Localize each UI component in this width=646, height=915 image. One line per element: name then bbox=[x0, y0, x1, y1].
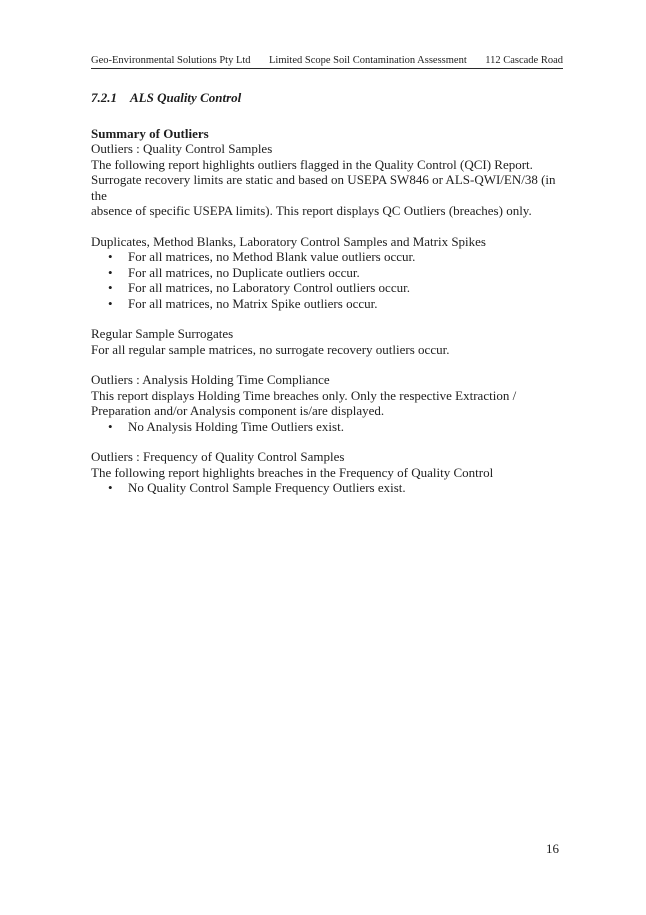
duplicates-block bbox=[91, 234, 571, 312]
list-item bbox=[91, 249, 571, 265]
frequency-block bbox=[91, 449, 571, 496]
summary-title: Summary of Outliers bbox=[91, 125, 209, 141]
running-header bbox=[91, 54, 563, 68]
bullet-icon: • bbox=[108, 480, 113, 495]
header-address: 112 Cascade Road bbox=[485, 55, 563, 66]
header-rule bbox=[91, 68, 563, 69]
summary-line-3: absence of specific USEPA limits). This report displays QC Outliers (breaches) only. bbox=[91, 203, 532, 218]
surrogates-title: Regular Sample Surrogates bbox=[91, 326, 234, 341]
summary-line-1: The following report highlights outliers flagged in the Quality Control (QCI) Report. bbox=[91, 156, 533, 172]
list-item bbox=[91, 419, 571, 435]
holding-time-list bbox=[91, 419, 571, 435]
duplicates-title: Duplicates, Method Blanks, Laboratory Control Samples and Matrix Spikes bbox=[91, 233, 486, 249]
list-item-text: For all matrices, no Method Blank value outliers occur. bbox=[128, 249, 416, 264]
holding-time-line-2: Preparation and/or Analysis component is/are displayed. bbox=[91, 403, 385, 418]
list-item-text: No Quality Control Sample Frequency Outliers exist. bbox=[128, 480, 406, 495]
list-item-text: For all matrices, no Laboratory Control outliers occur. bbox=[128, 280, 410, 295]
surrogates-text: For all regular sample matrices, no surrogate recovery outliers occur. bbox=[91, 341, 450, 357]
bullet-icon: • bbox=[108, 264, 113, 280]
holding-time-title: Outliers : Analysis Holding Time Compliance bbox=[91, 372, 330, 387]
frequency-text: The following report highlights breaches in the Frequency of Quality Control bbox=[91, 464, 494, 480]
list-item-text: No Analysis Holding Time Outliers exist. bbox=[128, 418, 344, 434]
list-item bbox=[91, 280, 571, 296]
summary-subtitle: Outliers : Quality Control Samples bbox=[91, 141, 273, 156]
holding-time-block bbox=[91, 372, 571, 434]
page-content bbox=[91, 90, 571, 496]
header-organization: Geo-Environmental Solutions Pty Ltd bbox=[91, 55, 251, 66]
frequency-list bbox=[91, 480, 571, 496]
bullet-icon: • bbox=[108, 249, 113, 264]
section-number: 7.2.1 bbox=[91, 90, 117, 105]
frequency-title: Outliers : Frequency of Quality Control Samples bbox=[91, 449, 345, 464]
bullet-icon: • bbox=[108, 418, 113, 434]
page-number: 16 bbox=[546, 841, 559, 856]
holding-time-line-1: This report displays Holding Time breaches only. Only the respective Extraction / bbox=[91, 387, 517, 403]
bullet-icon: • bbox=[108, 295, 113, 311]
list-item bbox=[91, 480, 571, 496]
section-heading bbox=[91, 90, 571, 106]
duplicates-list bbox=[91, 249, 571, 311]
header-report-title: Limited Scope Soil Contamination Assessment bbox=[269, 55, 467, 66]
list-item bbox=[91, 265, 571, 281]
list-item-text: For all matrices, no Matrix Spike outliers occur. bbox=[128, 295, 378, 311]
summary-block bbox=[91, 126, 571, 219]
bullet-icon: • bbox=[108, 280, 113, 295]
summary-line-2: Surrogate recovery limits are static and based on USEPA SW846 or ALS-QWI/EN/38 (in the bbox=[91, 172, 556, 203]
list-item-text: For all matrices, no Duplicate outliers occur. bbox=[128, 264, 360, 280]
section-title: ALS Quality Control bbox=[130, 90, 242, 105]
list-item bbox=[91, 296, 571, 312]
surrogates-block bbox=[91, 326, 571, 357]
